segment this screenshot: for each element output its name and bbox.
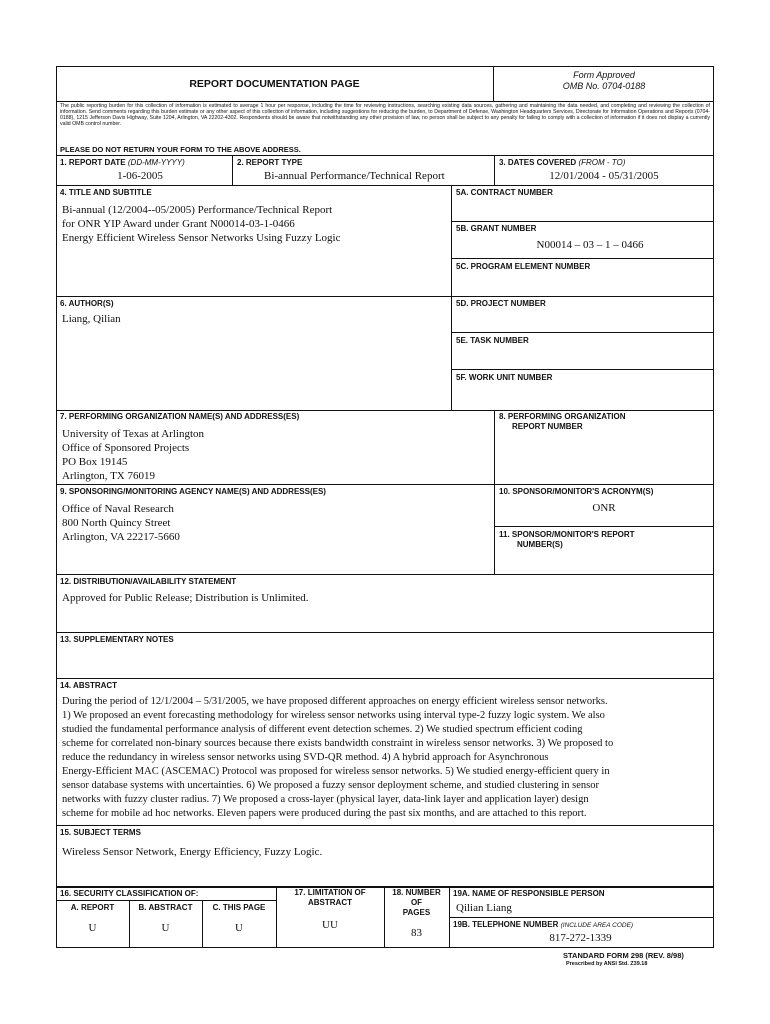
responsible-person-name: Qilian Liang	[456, 902, 512, 914]
divider	[56, 632, 714, 633]
title-text	[62, 203, 447, 245]
performing-report-number-label: 8. PERFORMING ORGANIZATION REPORT NUMBER	[499, 412, 626, 431]
divider	[56, 410, 714, 411]
address-line: PO Box 19145	[62, 456, 128, 468]
divider	[56, 574, 714, 575]
dates-covered-value: 12/01/2004 - 05/31/2005	[549, 170, 659, 182]
responsible-person-label: 19A. NAME OF RESPONSIBLE PERSON	[453, 889, 605, 898]
this-page-class-label: C. THIS PAGE	[212, 903, 266, 912]
divider	[494, 410, 495, 574]
divider	[451, 221, 714, 222]
divider	[451, 369, 714, 370]
divider	[56, 484, 714, 485]
limitation-value: UU	[322, 919, 338, 931]
sponsoring-agency-address	[62, 502, 180, 544]
abstract-label: 14. ABSTRACT	[60, 681, 118, 690]
telephone-value: 817-272-1339	[549, 932, 612, 944]
sponsoring-agency-label: 9. SPONSORING/MONITORING AGENCY NAME(S) AND ADDRESS(ES)	[60, 487, 326, 496]
prescribed-by-label: Prescribed by ANSI Std. Z39.18	[566, 961, 648, 967]
sponsor-report-number-label: 11. SPONSOR/MONITOR'S REPORT NUMBER(S)	[499, 530, 635, 549]
abstract-line: sensor database systems with uncertainties. 6) We proposed a fuzzy sensor deployment scheme, and studied clustering in sensor	[62, 780, 599, 791]
abstract-class-value: U	[161, 922, 170, 934]
limitation-label: 17. LIMITATION OF ABSTRACT	[294, 888, 366, 907]
number-of-pages-label: 18. NUMBER OF PAGES	[392, 888, 441, 917]
report-class-value: U	[88, 922, 97, 934]
performing-org-address	[62, 427, 204, 483]
title-line: Bi-annual (12/2004--05/2005) Performance/Technical Report	[62, 204, 333, 216]
abstract-line: studied the fundamental performance analysis of different event detection schemes. 2) We studied spectrum efficient coding	[62, 724, 583, 735]
sponsor-acronym-value: ONR	[592, 502, 616, 514]
page-title: REPORT DOCUMENTATION PAGE	[56, 66, 494, 102]
project-number-label: 5D. PROJECT NUMBER	[456, 299, 546, 308]
divider	[449, 917, 714, 918]
work-unit-label: 5F. WORK UNIT NUMBER	[456, 373, 553, 382]
abstract-line: scheme for mobile ad hoc networks. Eleven papers were produced during the past six months, and are attached to this report.	[62, 808, 587, 819]
telephone-label: 19B. TELEPHONE NUMBER (INCLUDE AREA CODE)	[453, 920, 634, 929]
form-approved-label: Form Approved	[573, 70, 635, 80]
task-number-label: 5E. TASK NUMBER	[456, 336, 529, 345]
divider	[56, 900, 276, 901]
contract-number-label: 5A. CONTRACT NUMBER	[456, 188, 553, 197]
divider	[451, 332, 714, 333]
authors-label: 6. AUTHOR(S)	[60, 299, 114, 308]
burden-statement: The public reporting burden for this collection of information is estimated to average 1 hour per response, including the time for reviewing instructions, searching existing data sources, gathering and maintaining the data needed, and completing and reviewing the collection of information. Send comments regarding this burden estimate or any other aspect of this collection of information, including suggestions for reducing the burden, to Department of Defense, Washington Headquarters Services, Directorate for Information Operations and Reports (0704-0188), 1215 Jefferson Davis Highway, Suite 1204, Arlington, VA 22202-4302. Respondents should be aware that notwithstanding any other provision of law, no person shall be subject to any penalty for failing to comply with a collection of information if it does not display a currently valid OMB control number.	[60, 103, 710, 127]
divider	[56, 101, 714, 102]
abstract-text	[62, 695, 712, 821]
address-line: 800 North Quincy Street	[62, 517, 171, 529]
form-approved-box	[494, 70, 714, 102]
divider	[494, 526, 714, 527]
address-line: Arlington, TX 76019	[62, 470, 155, 482]
address-line: Office of Naval Research	[62, 503, 174, 515]
address-line: Office of Sponsored Projects	[62, 442, 190, 454]
subject-terms-value: Wireless Sensor Network, Energy Efficiency, Fuzzy Logic.	[62, 846, 323, 858]
security-classification-label: 16. SECURITY CLASSIFICATION OF:	[60, 889, 199, 898]
title-line: Energy Efficient Wireless Sensor Networks Using Fuzzy Logic	[62, 232, 341, 244]
number-of-pages-value: 83	[411, 927, 422, 939]
divider	[232, 155, 233, 185]
abstract-line: networks with fuzzy cluster radius. 7) We proposed a cross-layer (physical layer, data-link layer and application layer) design	[62, 794, 589, 805]
dates-covered-label: 3. DATES COVERED (FROM - TO)	[499, 158, 626, 167]
report-date-value: 1-06-2005	[117, 170, 163, 182]
subject-terms-label: 15. SUBJECT TERMS	[60, 828, 141, 837]
divider	[494, 155, 495, 185]
address-line: Arlington, VA 22217-5660	[62, 531, 180, 543]
report-type-value: Bi-annual Performance/Technical Report	[264, 170, 445, 182]
divider	[451, 258, 714, 259]
divider	[56, 296, 714, 297]
divider	[451, 185, 452, 410]
grant-number-label: 5B. GRANT NUMBER	[456, 224, 537, 233]
abstract-line: During the period of 12/1/2004 – 5/31/2005, we have proposed different approaches on energy efficient wireless sensor networks.	[62, 696, 608, 707]
sponsor-acronym-label: 10. SPONSOR/MONITOR'S ACRONYM(S)	[499, 487, 654, 496]
this-page-class-value: U	[235, 922, 243, 934]
performing-org-label: 7. PERFORMING ORGANIZATION NAME(S) AND ADDRESS(ES)	[60, 412, 300, 421]
supplementary-notes-label: 13. SUPPLEMENTARY NOTES	[60, 635, 174, 644]
title-line: for ONR YIP Award under Grant N00014-03-1-0466	[62, 218, 295, 230]
omb-number: OMB No. 0704-0188	[562, 81, 646, 91]
abstract-line: reduce the redundancy in wireless sensor networks using SVD-QR method. 4) A hybrid approach for Asynchronous	[62, 752, 549, 763]
divider	[56, 185, 714, 186]
distribution-label: 12. DISTRIBUTION/AVAILABILITY STATEMENT	[60, 577, 237, 586]
address-line: University of Texas at Arlington	[62, 428, 205, 440]
abstract-line: Energy-Efficient MAC (ASCEMAC) Protocol was proposed for wireless sensor networks. 5) We studied energy-efficient query in	[62, 766, 610, 777]
grant-number-value: N00014 – 03 – 1 – 0466	[536, 239, 644, 251]
distribution-value: Approved for Public Release; Distribution is Unlimited.	[62, 592, 309, 604]
report-date-label: 1. REPORT DATE (DD-MM-YYYY)	[60, 158, 185, 167]
program-element-label: 5C. PROGRAM ELEMENT NUMBER	[456, 262, 591, 271]
abstract-line: 1) We proposed an event forecasting methodology for wireless sensor networks using interval type-2 fuzzy logic system. We also	[62, 710, 605, 721]
abstract-line: scheme for correlated non-binary sources because there exists bandwidth constraint in wireless sensor networks. 3) We proposed to	[62, 738, 614, 749]
divider	[56, 825, 714, 826]
do-not-return-notice: PLEASE DO NOT RETURN YOUR FORM TO THE ABOVE ADDRESS.	[60, 145, 301, 154]
divider	[56, 155, 714, 156]
divider	[56, 678, 714, 679]
abstract-class-label: B. ABSTRACT	[138, 903, 193, 912]
authors-value: Liang, Qilian	[62, 313, 121, 325]
title-label: 4. TITLE AND SUBTITLE	[60, 188, 152, 197]
standard-form-label: STANDARD FORM 298 (REV. 8/98)	[563, 951, 684, 960]
report-class-label: A. REPORT	[70, 903, 115, 912]
report-type-label: 2. REPORT TYPE	[237, 158, 303, 167]
